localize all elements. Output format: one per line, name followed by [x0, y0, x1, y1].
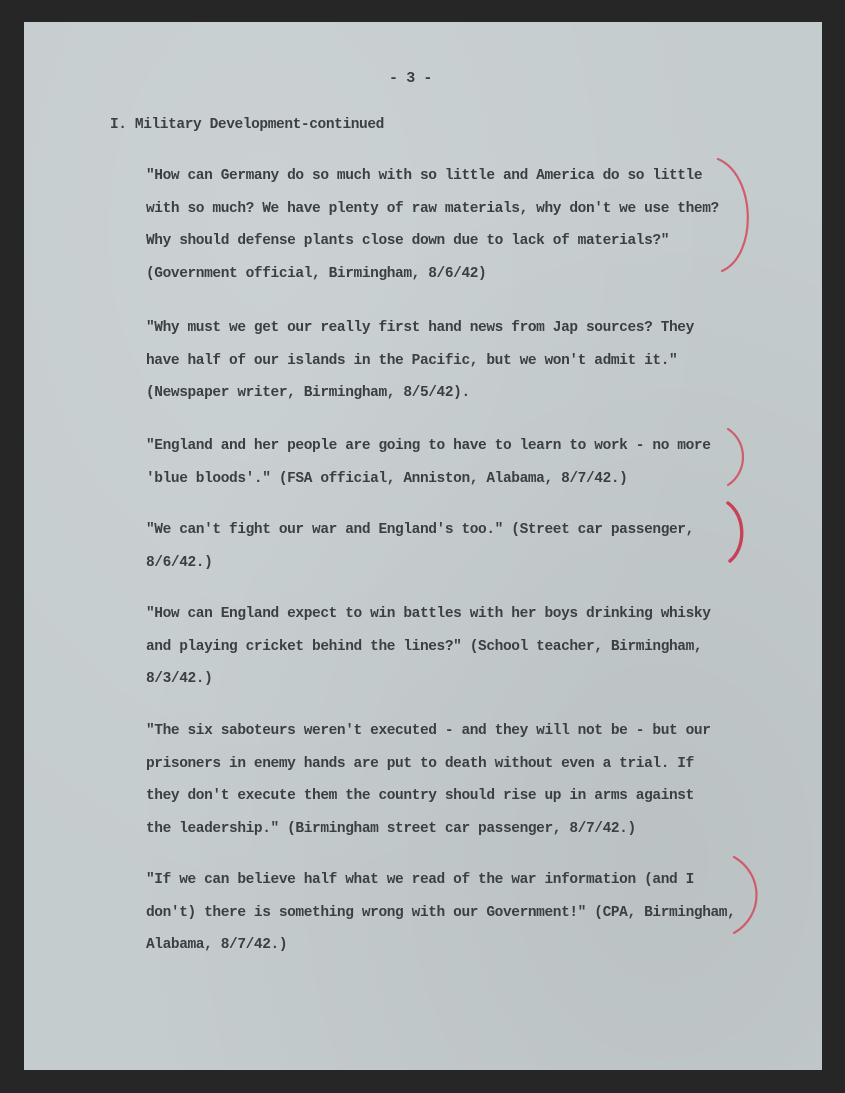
quote-line: don't) there is something wrong with our Government!" (CPA, Birmingham, [146, 904, 736, 921]
quote-line: "The six saboteurs weren't executed - and they will not be - but our [146, 723, 711, 739]
quote-line: prisoners in enemy hands are put to death without even a trial. If [146, 755, 694, 772]
margin-bracket-mark [722, 500, 752, 564]
quote-block [146, 514, 694, 579]
quote-attribution: the leadership." (Birmingham street car passenger, 8/7/42.) [146, 820, 636, 837]
quote-line: "Why must we get our really first hand news from Jap sources? They [146, 320, 694, 336]
section-heading: I. Military Development-continued [110, 117, 384, 133]
quote-block [146, 715, 711, 845]
margin-bracket-mark [722, 426, 752, 488]
quote-attribution: (Newspaper writer, Birmingham, 8/5/42). [146, 385, 470, 401]
margin-bracket-mark [728, 854, 768, 936]
quote-line: "How can Germany do so much with so little and America do so little [146, 168, 703, 184]
quote-block [146, 312, 694, 410]
quote-line: and playing cricket behind the lines?" (School teacher, Birmingham, [146, 638, 703, 655]
quote-block [146, 598, 711, 696]
quote-line: "England and her people are going to have to learn to work - no more [146, 438, 711, 454]
quote-attribution: 'blue bloods'." (FSA official, Anniston, Alabama, 8/7/42.) [146, 470, 628, 487]
page-number: - 3 - [389, 70, 433, 87]
quote-attribution: Alabama, 8/7/42.) [146, 937, 288, 953]
document-page [24, 22, 822, 1070]
quote-attribution: 8/3/42.) [146, 671, 213, 687]
quote-attribution: 8/6/42.) [146, 554, 213, 571]
quote-line: with so much? We have plenty of raw materials, why don't we use them? [146, 200, 719, 217]
quote-line: "If we can believe half what we read of the war information (and I [146, 872, 694, 888]
quote-line: "How can England expect to win battles with her boys drinking whisky [146, 606, 711, 622]
margin-bracket-mark [712, 155, 762, 275]
quote-attribution: (Government official, Birmingham, 8/6/42) [146, 265, 487, 282]
quote-block [146, 160, 719, 290]
quote-block [146, 430, 711, 495]
quote-block [146, 864, 735, 962]
quote-line: Why should defense plants close down due to lack of materials?" [146, 233, 669, 249]
quote-line: "We can't fight our war and England's too." (Street car passenger, [146, 522, 694, 538]
quote-line: have half of our islands in the Pacific, but we won't admit it." [146, 352, 678, 369]
quote-line: they don't execute them the country should rise up in arms against [146, 788, 694, 804]
